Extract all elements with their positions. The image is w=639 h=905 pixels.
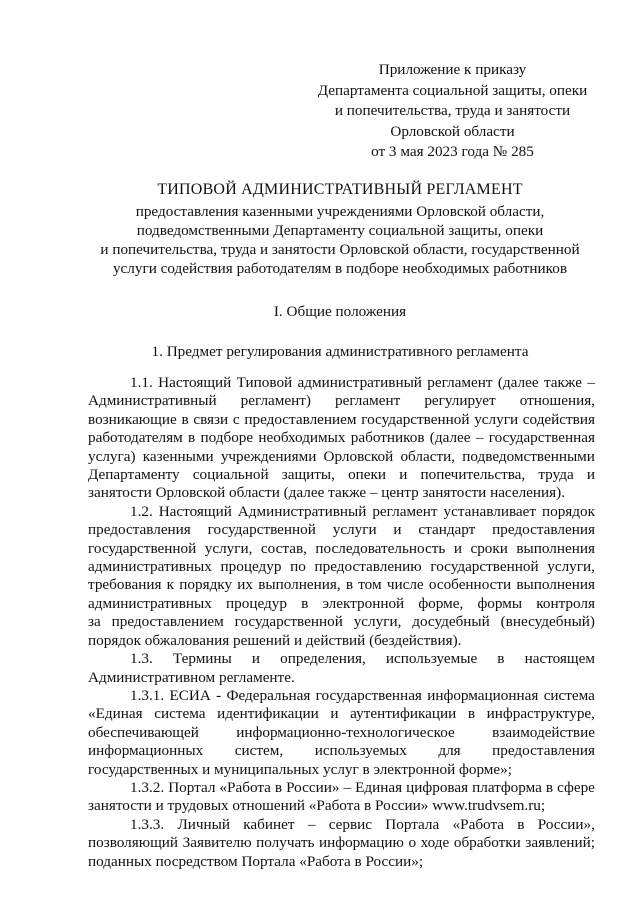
paragraph-1-3-2 xyxy=(88,779,595,816)
paragraph-line: 1.1. Настоящий Типовой административный регламент (далее также – xyxy=(130,374,595,391)
paragraph-1-3 xyxy=(88,650,595,687)
paragraph-line: государственных и муниципальных услуг в электронной форме»; xyxy=(88,760,512,778)
paragraph-line: за предоставлением государственной услуги, досудебный (внесудебный) xyxy=(88,613,595,631)
paragraph-line: предоставления государственной услуги и стандарт предоставления xyxy=(88,521,595,539)
paragraph-line: информационных систем, используемых для предоставления xyxy=(88,742,595,760)
paragraph-line: государственной услуги, состав, последовательность и сроки выполнения xyxy=(88,539,595,557)
paragraph-line: 1.3.3. Личный кабинет – сервис Портала «Работа в России», xyxy=(130,815,595,833)
body-text xyxy=(88,374,595,871)
document-title: ТИПОВОЙ АДМИНИСТРАТИВНЫЙ РЕГЛАМЕНТ xyxy=(157,181,523,198)
paragraph-line: 1.3.1. ЕСИА - Федеральная государственная информационная система xyxy=(130,686,595,704)
document-subtitle-line: предоставления казенными учреждениями Орловской области, xyxy=(135,203,545,220)
section-title: I. Общие положения xyxy=(273,303,407,320)
approval-line: Приложение к приказу xyxy=(378,61,527,78)
approval-stamp xyxy=(300,60,605,163)
paragraph-line: 1.2. Настоящий Административный регламент устанавливает порядок xyxy=(130,502,595,520)
approval-line: и попечительства, труда и занятости xyxy=(334,102,571,119)
document-subtitle-line: подведомственными Департаменту социальной защиты, опеки xyxy=(136,222,544,239)
document-subtitle-line: и попечительства, труда и занятости Орловской области, государственной xyxy=(100,241,580,258)
paragraph-1-3-1 xyxy=(88,687,595,779)
paragraph-line: 1.3.2. Портал «Работа в России» – Единая цифровая платформа в сфере xyxy=(130,778,595,796)
paragraph-line: услуга) казенными учреждениями Орловской области, подведомственными xyxy=(88,447,595,465)
subsection-title: 1. Предмет регулирования административного регламента xyxy=(151,343,529,360)
paragraph-line: порядок обжалования решений и действий (бездействия). xyxy=(88,631,462,649)
paragraph-line: Административном регламенте. xyxy=(88,668,295,686)
paragraph-line: занятости Орловской области (далее также – центр занятости населения). xyxy=(88,484,566,502)
document-title-block xyxy=(40,180,639,278)
paragraph-1-2 xyxy=(88,503,595,650)
approval-line: от 3 мая 2023 года № 285 xyxy=(371,143,534,160)
paragraph-line: обеспечивающей информационно-технологическое взаимодействие xyxy=(88,723,595,741)
paragraph-line: требования к порядку их выполнения, в том числе особенности выполнения xyxy=(88,576,595,594)
paragraph-line: работодателям в подборе необходимых работников (далее – государственная xyxy=(88,429,595,447)
document-subtitle-line: услуги содействия работодателям в подборе необходимых работников xyxy=(112,260,568,277)
paragraph-line: административных процедур по предоставлению государственной услуги, xyxy=(88,558,595,576)
paragraph-1-1 xyxy=(88,374,595,503)
paragraph-1-3-3 xyxy=(88,816,595,871)
approval-line: Департамента социальной защиты, опеки xyxy=(317,81,588,99)
paragraph-line: поданных посредством Портала «Работа в России»; xyxy=(88,852,424,870)
paragraph-line: позволяющий Заявителю получать информацию о ходе обработки заявлений; xyxy=(88,834,595,852)
paragraph-line: «Единая система идентификации и аутентификации в инфраструктуре, xyxy=(88,705,595,723)
paragraph-line: 1.3. Термины и определения, используемые в настоящем xyxy=(130,650,595,668)
paragraph-line: занятости и трудовых отношений «Работа в России» www.trudvsem.ru; xyxy=(88,797,546,815)
paragraph-line: возникающие в связи с предоставлением государственной услуги содействия xyxy=(88,410,595,428)
paragraph-line: Административный регламент) регламент регулирует отношения, xyxy=(88,392,595,410)
approval-line: Орловской области xyxy=(390,122,515,140)
paragraph-line: Департаменту социальной защиты, опеки и попечительства, труда и xyxy=(88,466,595,484)
paragraph-line: административных процедур в электронной форме, формы контроля xyxy=(88,594,595,612)
